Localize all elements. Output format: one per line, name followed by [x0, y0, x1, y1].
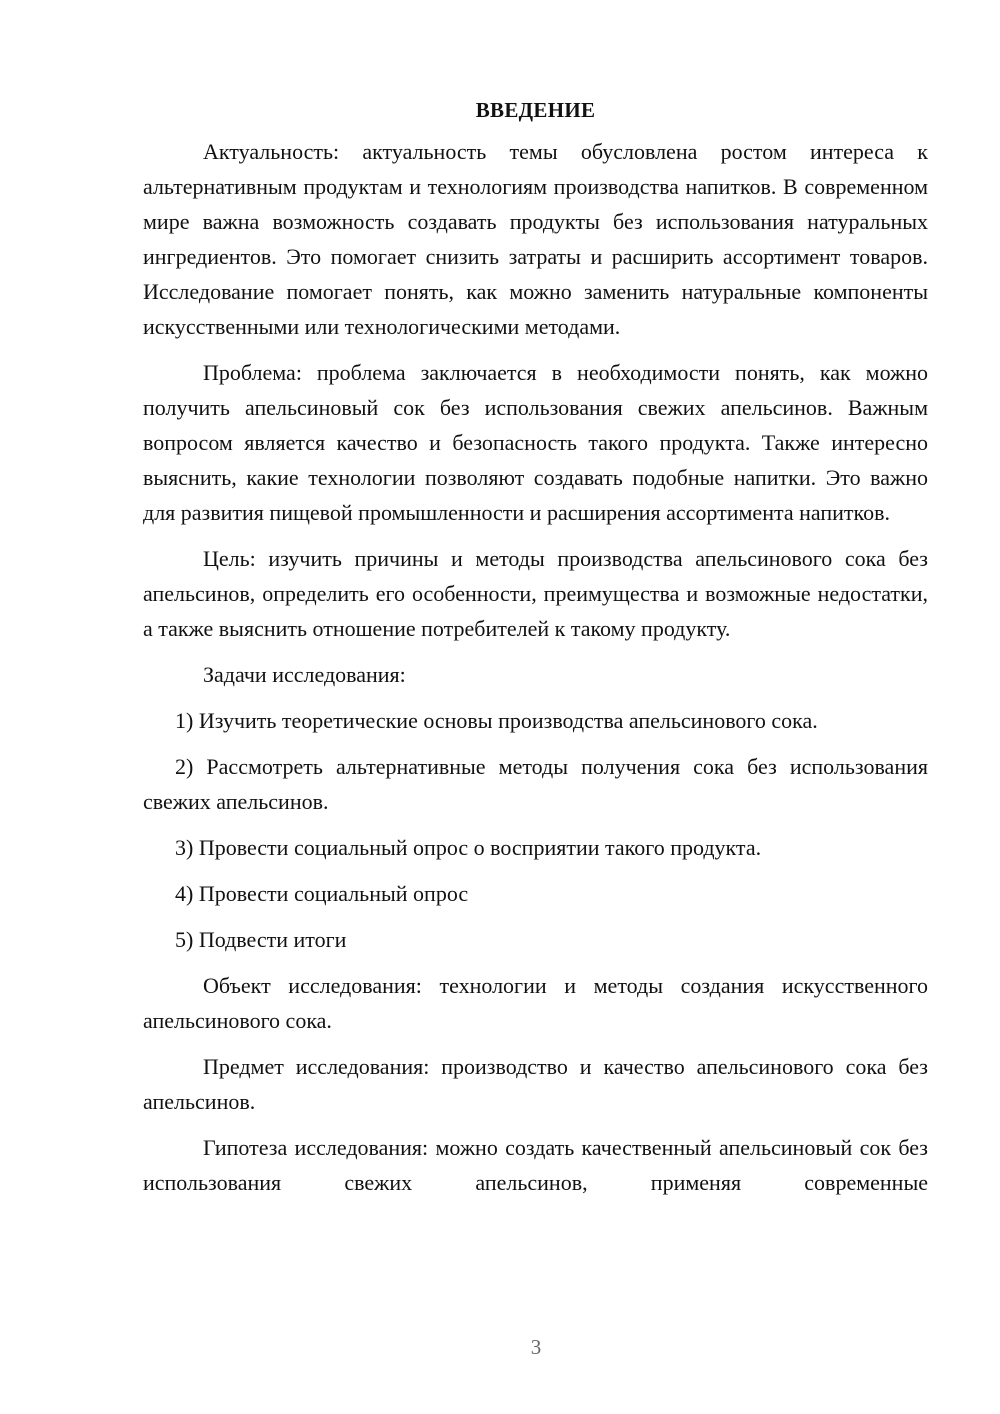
problem-paragraph: Проблема: проблема заключается в необходимости понять, как можно получить апельсиновый сок без использования свежих апельсинов. Важным вопросом является качество и безопасность такого продукта. Также интересно выяснить, какие технологии позволяют создавать подобные напитки. Это важно для развития пищевой промышленности и расширения ассортимента напитков.	[143, 360, 928, 525]
page-number: 3	[530, 1335, 542, 1359]
task-item-2: 2) Рассмотреть альтернативные методы получения сока без использования свежих апельсинов.	[143, 754, 928, 814]
relevance-paragraph: Актуальность: актуальность темы обусловлена ростом интереса к альтернативным продуктам и технологиям производства напитков. В современном мире важна возможность создавать продукты без использования натуральных ингредиентов. Это помогает снизить затраты и расширить ассортимент товаров. Исследование помогает понять, как можно заменить натуральные компоненты искусственными или технологическими методами.	[143, 139, 928, 339]
hypothesis-paragraph: Гипотеза исследования: можно создать качественный апельсиновый сок без использования свежих апельсинов, применяя современные	[143, 1135, 928, 1195]
task-item-1: 1) Изучить теоретические основы производства апельсинового сока.	[175, 708, 818, 733]
task-item-5: 5) Подвести итоги	[175, 927, 347, 952]
page-content	[143, 93, 928, 1211]
task-item-4: 4) Провести социальный опрос	[175, 881, 469, 906]
tasks-heading: Задачи исследования:	[203, 662, 406, 687]
page-title: ВВЕДЕНИЕ	[475, 98, 596, 122]
object-paragraph: Объект исследования: технологии и методы создания искусственного апельсинового сока.	[143, 973, 928, 1033]
subject-paragraph: Предмет исследования: производство и качество апельсинового сока без апельсинов.	[143, 1054, 928, 1114]
task-item-3: 3) Провести социальный опрос о восприятии такого продукта.	[175, 835, 762, 860]
goal-paragraph: Цель: изучить причины и методы производства апельсинового сока без апельсинов, определить его особенности, преимущества и возможные недостатки, а также выяснить отношение потребителей к такому продукту.	[143, 546, 928, 641]
